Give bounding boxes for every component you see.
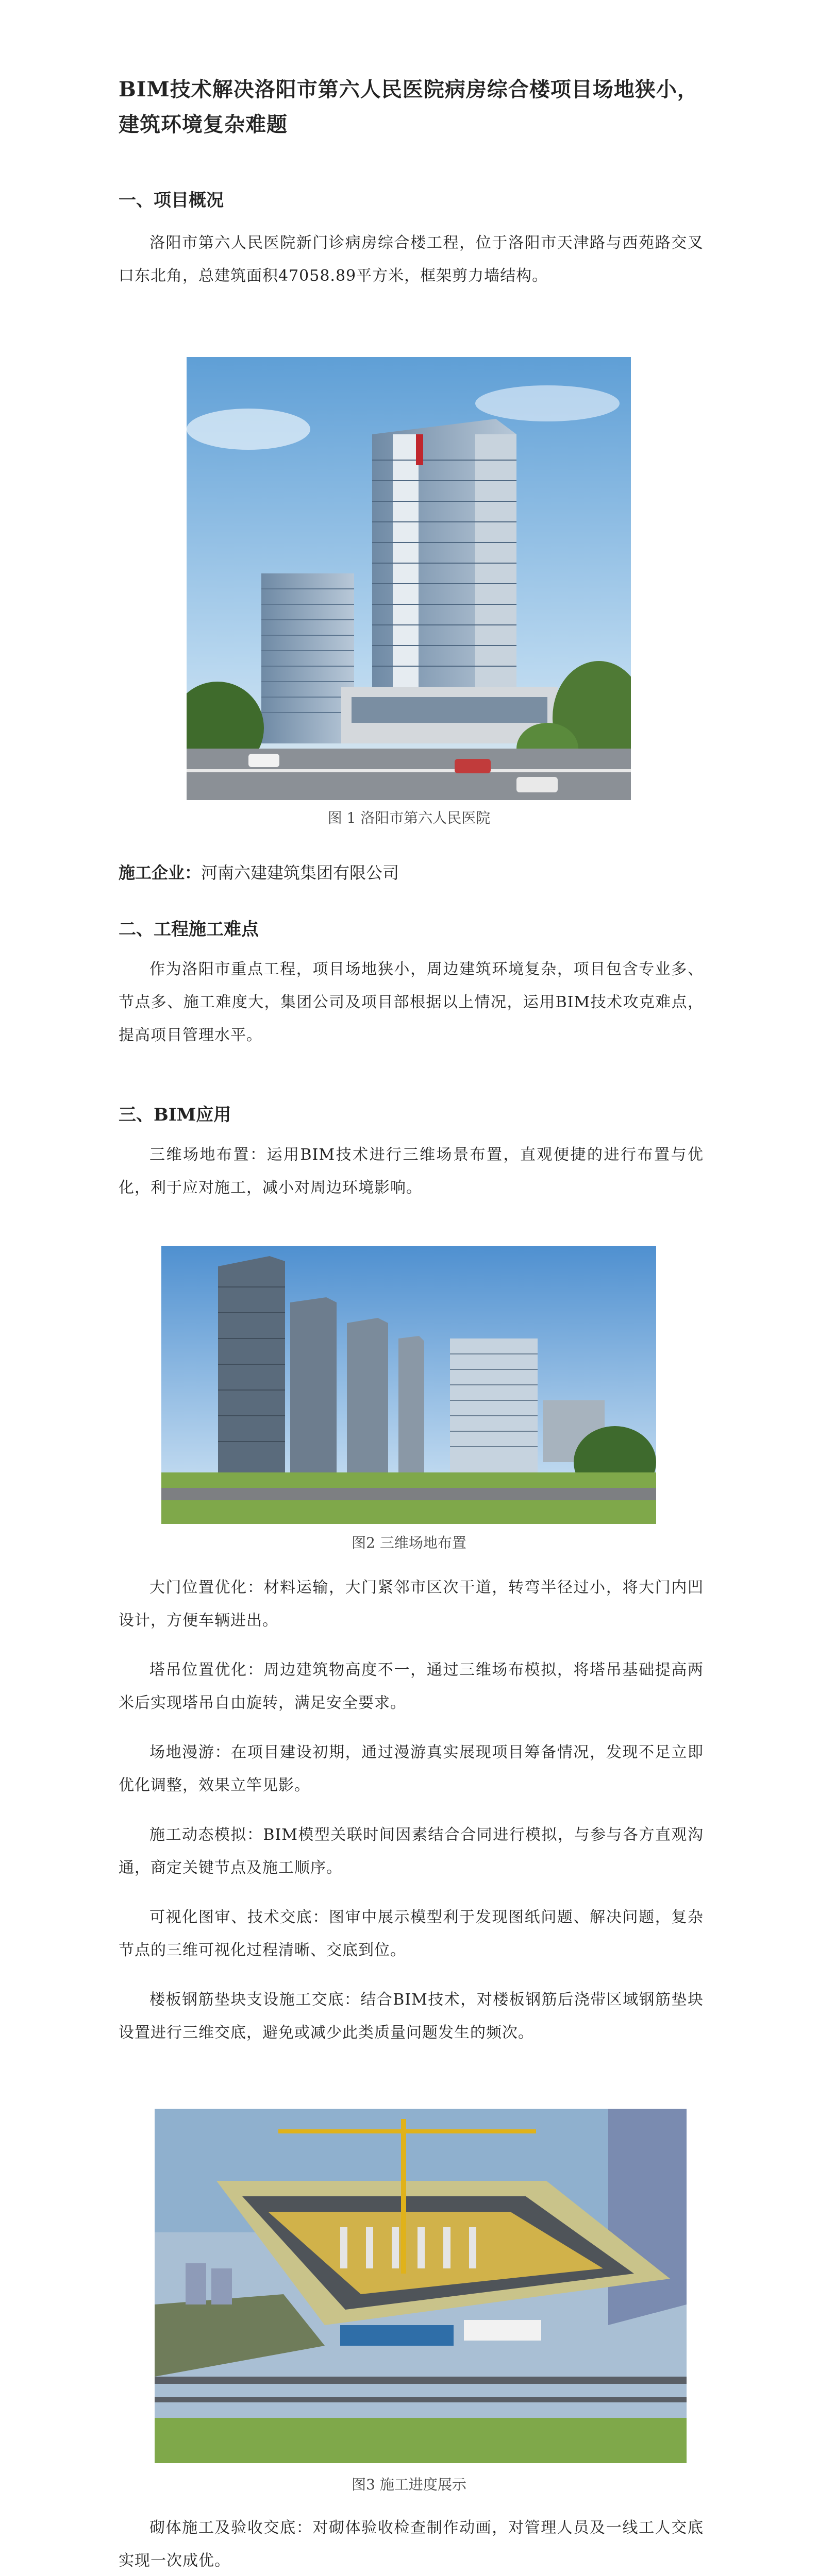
masonry-acceptance-paragraph: 砌体施工及验收交底：对砌体验收检查制作动画，对管理人员及一线工人交底实现一次成优。: [119, 2519, 704, 2570]
visual-review-paragraph: 可视化图审、技术交底：图审中展示模型利于发现图纸问题、解决问题，复杂节点的三维可视化过程清晰、交底到位。: [119, 1908, 704, 1959]
bim-site-layout-paragraph: 三维场地布置：运用BIM技术进行三维场景布置，直观便捷的进行布置与优化，利于应对施工，减小对周边环境影响。: [119, 1146, 704, 1197]
company-label: 施工企业：: [119, 863, 202, 883]
construction-progress-image: [155, 2109, 687, 2463]
figure1-caption: 图 1 洛阳市第六人民医院: [327, 809, 491, 826]
section-heading-overview: 一、项目概况: [119, 190, 224, 211]
site-roaming-paragraph: 场地漫游：在项目建设初期，通过漫游真实展现项目筹备情况，发现不足立即优化调整，效果立竿见影。: [119, 1743, 704, 1794]
construction-company: [119, 860, 399, 885]
overview-paragraph: 洛阳市第六人民医院新门诊病房综合楼工程，位于洛阳市天津路与西苑路交叉口东北角，总建筑面积47058.89平方米，框架剪力墙结构。: [119, 234, 704, 285]
figure3-caption: 图3 施工进度展示: [352, 2476, 466, 2493]
rebar-spacer-paragraph: 楼板钢筋垫块支设施工交底：结合BIM技术，对楼板钢筋后浇带区域钢筋垫块设置进行三维交底，避免或减少此类质量问题发生的频次。: [119, 1991, 704, 2042]
figure2-caption: 图2 三维场地布置: [352, 1534, 466, 1551]
hospital-rendering-image: [187, 357, 631, 800]
article-title: BIM技术解决洛阳市第六人民医院病房综合楼项目场地狭小，建筑环境复杂难题: [119, 77, 698, 137]
section-heading-bim: 三、BIM应用: [119, 1105, 231, 1125]
construction-simulation-paragraph: 施工动态模拟：BIM模型关联时间因素结合合同进行模拟，与参与各方直观沟通，商定关键节点及施工顺序。: [119, 1826, 704, 1877]
company-name: 河南六建建筑集团有限公司: [201, 863, 399, 883]
site-layout-3d-image: [161, 1246, 656, 1524]
tower-crane-paragraph: 塔吊位置优化：周边建筑物高度不一，通过三维场布模拟，将塔吊基础提高两米后实现塔吊自由旋转，满足安全要求。: [119, 1661, 704, 1712]
difficulties-paragraph: 作为洛阳市重点工程，项目场地狭小，周边建筑环境复杂，项目包含专业多、节点多、施工难度大，集团公司及项目部根据以上情况，运用BIM技术攻克难点，提高项目管理水平。: [119, 960, 704, 1044]
section-heading-difficulties: 二、工程施工难点: [119, 919, 259, 940]
gate-optimization-paragraph: 大门位置优化：材料运输，大门紧邻市区次干道，转弯半径过小，将大门内凹设计，方便车辆进出。: [119, 1579, 704, 1630]
